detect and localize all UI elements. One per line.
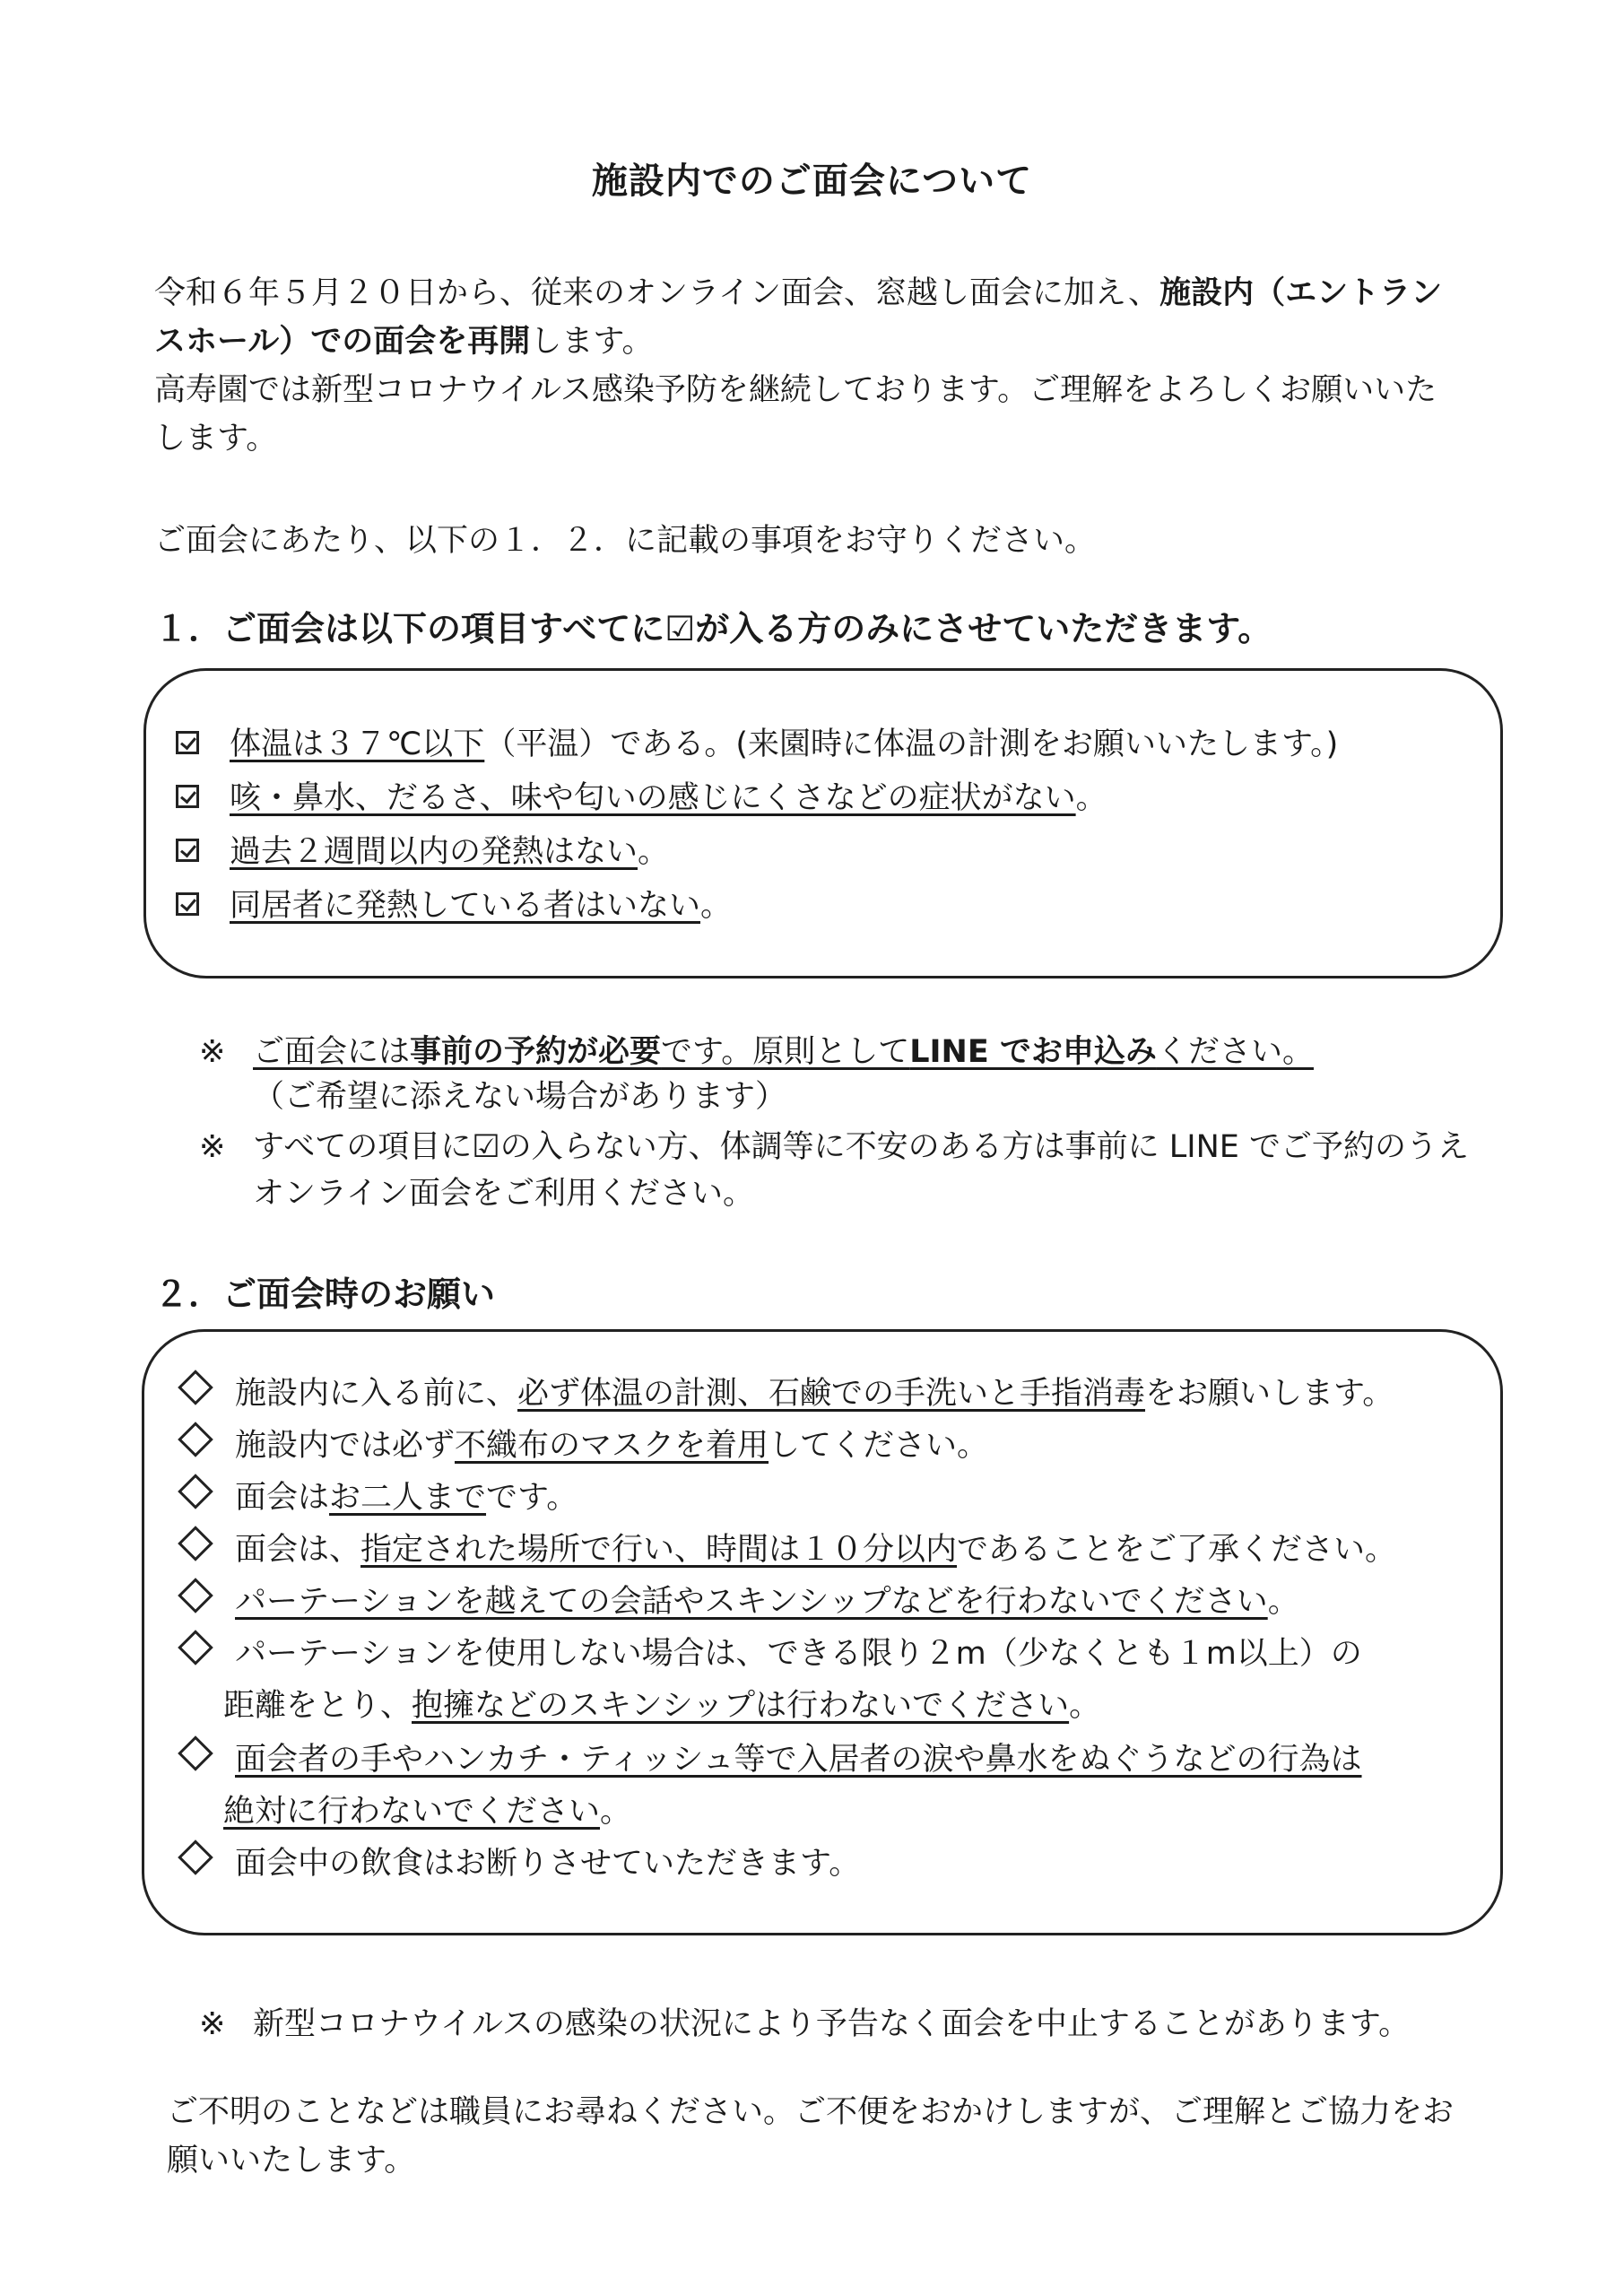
checklist-item-underlined: 体温は３７℃以下 xyxy=(230,726,485,762)
request-item xyxy=(176,1577,1299,1622)
checklist-item-text: 。 xyxy=(638,834,670,870)
request-underlined: 必ず体温の計測、石鹸での手洗いと手指消毒 xyxy=(517,1376,1146,1412)
checkbox-checked-icon xyxy=(176,839,199,862)
request-text: であることをご了承ください。 xyxy=(957,1532,1397,1568)
closing-line-2: 願いいたします。 xyxy=(167,2143,416,2179)
note-online xyxy=(199,1125,1469,1170)
request-underlined: 不織布のマスクを着用 xyxy=(455,1428,769,1464)
page-title: 施設内でのご面会について xyxy=(591,161,1033,202)
request-text: 施設内では必ず xyxy=(235,1428,456,1464)
checklist-item-text: 。 xyxy=(700,888,733,924)
request-text: です。 xyxy=(486,1480,578,1516)
request-text: 面会は xyxy=(235,1480,330,1516)
checklist-item-underlined: 同居者に発熱している者はいない xyxy=(230,888,701,924)
intro-line-1 xyxy=(154,271,1442,316)
checklist-item-underlined: 咳・鼻水、だるさ、味や匂いの感じにくさなどの症状がない xyxy=(230,780,1076,816)
kome-mark: ※ xyxy=(199,1034,226,1070)
checklist-item-underlined: 過去２週間以内の発熱はない xyxy=(230,834,638,870)
request-text: 距離をとり、 xyxy=(223,1688,413,1724)
checklist-item xyxy=(176,881,732,926)
request-item xyxy=(176,1735,1362,1779)
request-item-continued xyxy=(223,1681,1100,1726)
checklist-item-text: 。 xyxy=(1075,780,1107,816)
note-text: すべての項目に☑の入らない方、体調等に不安のある方は事前に LINE でご予約のうえ xyxy=(253,1129,1470,1165)
section-2-heading: ２．ご面会時のお願い xyxy=(154,1274,496,1314)
intro-line-2 xyxy=(154,319,654,364)
request-text: 面会は、 xyxy=(235,1532,361,1568)
diamond-bullet-icon xyxy=(178,1526,213,1561)
request-underlined: 指定された場所で行い、時間は１０分以内 xyxy=(360,1532,958,1568)
request-text: 施設内に入る前に、 xyxy=(235,1376,518,1412)
request-item xyxy=(176,1839,860,1883)
diamond-bullet-icon xyxy=(178,1422,213,1457)
note-bold: 事前の予約が必要 xyxy=(410,1034,662,1070)
diamond-bullet-icon xyxy=(178,1578,213,1613)
request-text: してください。 xyxy=(769,1428,989,1464)
intro-line-3: 高寿園では新型コロナウイルス感染予防を継続しております。ご理解をよろしくお願いいた xyxy=(154,372,1437,408)
note-bold: LINE でお申込み xyxy=(909,1034,1157,1070)
lead-text: ご面会にあたり、以下の１．２．に記載の事項をお守りください。 xyxy=(154,523,1097,559)
intro-bold: スホール）での面会を再開 xyxy=(154,324,531,360)
checklist-item xyxy=(176,827,669,872)
request-text: 面会中の飲食はお断りさせていただきます。 xyxy=(235,1846,861,1882)
intro-line-4: します。 xyxy=(154,421,278,457)
note-reservation-sub: （ご希望に添えない場合があります） xyxy=(253,1079,787,1115)
request-underlined: パーテーションを越えての会話やスキンシップなどを行わないでください xyxy=(235,1584,1268,1620)
request-item xyxy=(176,1629,1362,1674)
checklist-item-text: （平温）である。(来園時に体温の計測をお願いいたします。) xyxy=(484,726,1339,762)
request-underlined: 面会者の手やハンカチ・ティッシュ等で入居者の涙や鼻水をぬぐうなどの行為は xyxy=(235,1742,1362,1778)
intro-text: します。 xyxy=(530,324,654,360)
intro-bold: 施設内（エントラン xyxy=(1159,275,1443,311)
checkbox-checked-icon xyxy=(176,785,199,808)
request-underlined: 絶対に行わないでください xyxy=(223,1794,601,1830)
note-text: です。原則として xyxy=(661,1034,910,1070)
checkbox-checked-icon xyxy=(176,892,199,916)
request-underlined: 抱擁などのスキンシップは行わないでください xyxy=(412,1688,1070,1724)
request-text: パーテーションを使用しない場合は、できる限り２m（少なくとも１m以上）の xyxy=(235,1636,1362,1672)
checkbox-checked-icon xyxy=(176,731,199,754)
intro-text: 令和６年５月２０日から、従来のオンライン面会、窓越し面会に加え、 xyxy=(154,275,1160,311)
request-item xyxy=(176,1525,1396,1570)
diamond-bullet-icon xyxy=(178,1735,213,1771)
diamond-bullet-icon xyxy=(178,1370,213,1405)
kome-mark: ※ xyxy=(199,1129,226,1165)
closing-line-1: ご不明のことなどは職員にお尋ねください。ご不便をおかけしますが、ご理解とご協力をお xyxy=(167,2094,1455,2130)
request-underlined: お二人まで xyxy=(329,1480,487,1516)
diamond-bullet-icon xyxy=(178,1474,213,1509)
request-item xyxy=(176,1369,1394,1413)
diamond-bullet-icon xyxy=(178,1630,213,1665)
diamond-bullet-icon xyxy=(178,1839,213,1875)
note-reservation xyxy=(199,1030,1314,1074)
request-text: をお願いします。 xyxy=(1145,1376,1394,1412)
request-text: 。 xyxy=(600,1794,632,1830)
checklist-item xyxy=(176,773,1107,818)
request-text: 。 xyxy=(1267,1584,1299,1620)
note-underlined xyxy=(253,1034,1314,1070)
request-item xyxy=(176,1421,988,1465)
note-text: ご面会には xyxy=(253,1034,411,1070)
note-text: ください。 xyxy=(1156,1034,1314,1070)
kome-mark: ※ xyxy=(199,2006,226,2042)
request-item xyxy=(176,1473,578,1518)
footer-note-text: 新型コロナウイルスの感染の状況により予告なく面会を中止することがあります。 xyxy=(253,2006,1411,2042)
request-item-continued xyxy=(223,1787,631,1831)
note-online-line-2: オンライン面会をご利用ください。 xyxy=(253,1176,754,1212)
checklist-item xyxy=(176,719,1338,764)
request-text: 。 xyxy=(1069,1688,1101,1724)
footer-note xyxy=(199,2002,1410,2047)
section-1-heading: １．ご面会は以下の項目すべてに☑が入る方のみにさせていただきます。 xyxy=(154,609,1272,648)
checklist-box xyxy=(143,668,1503,978)
